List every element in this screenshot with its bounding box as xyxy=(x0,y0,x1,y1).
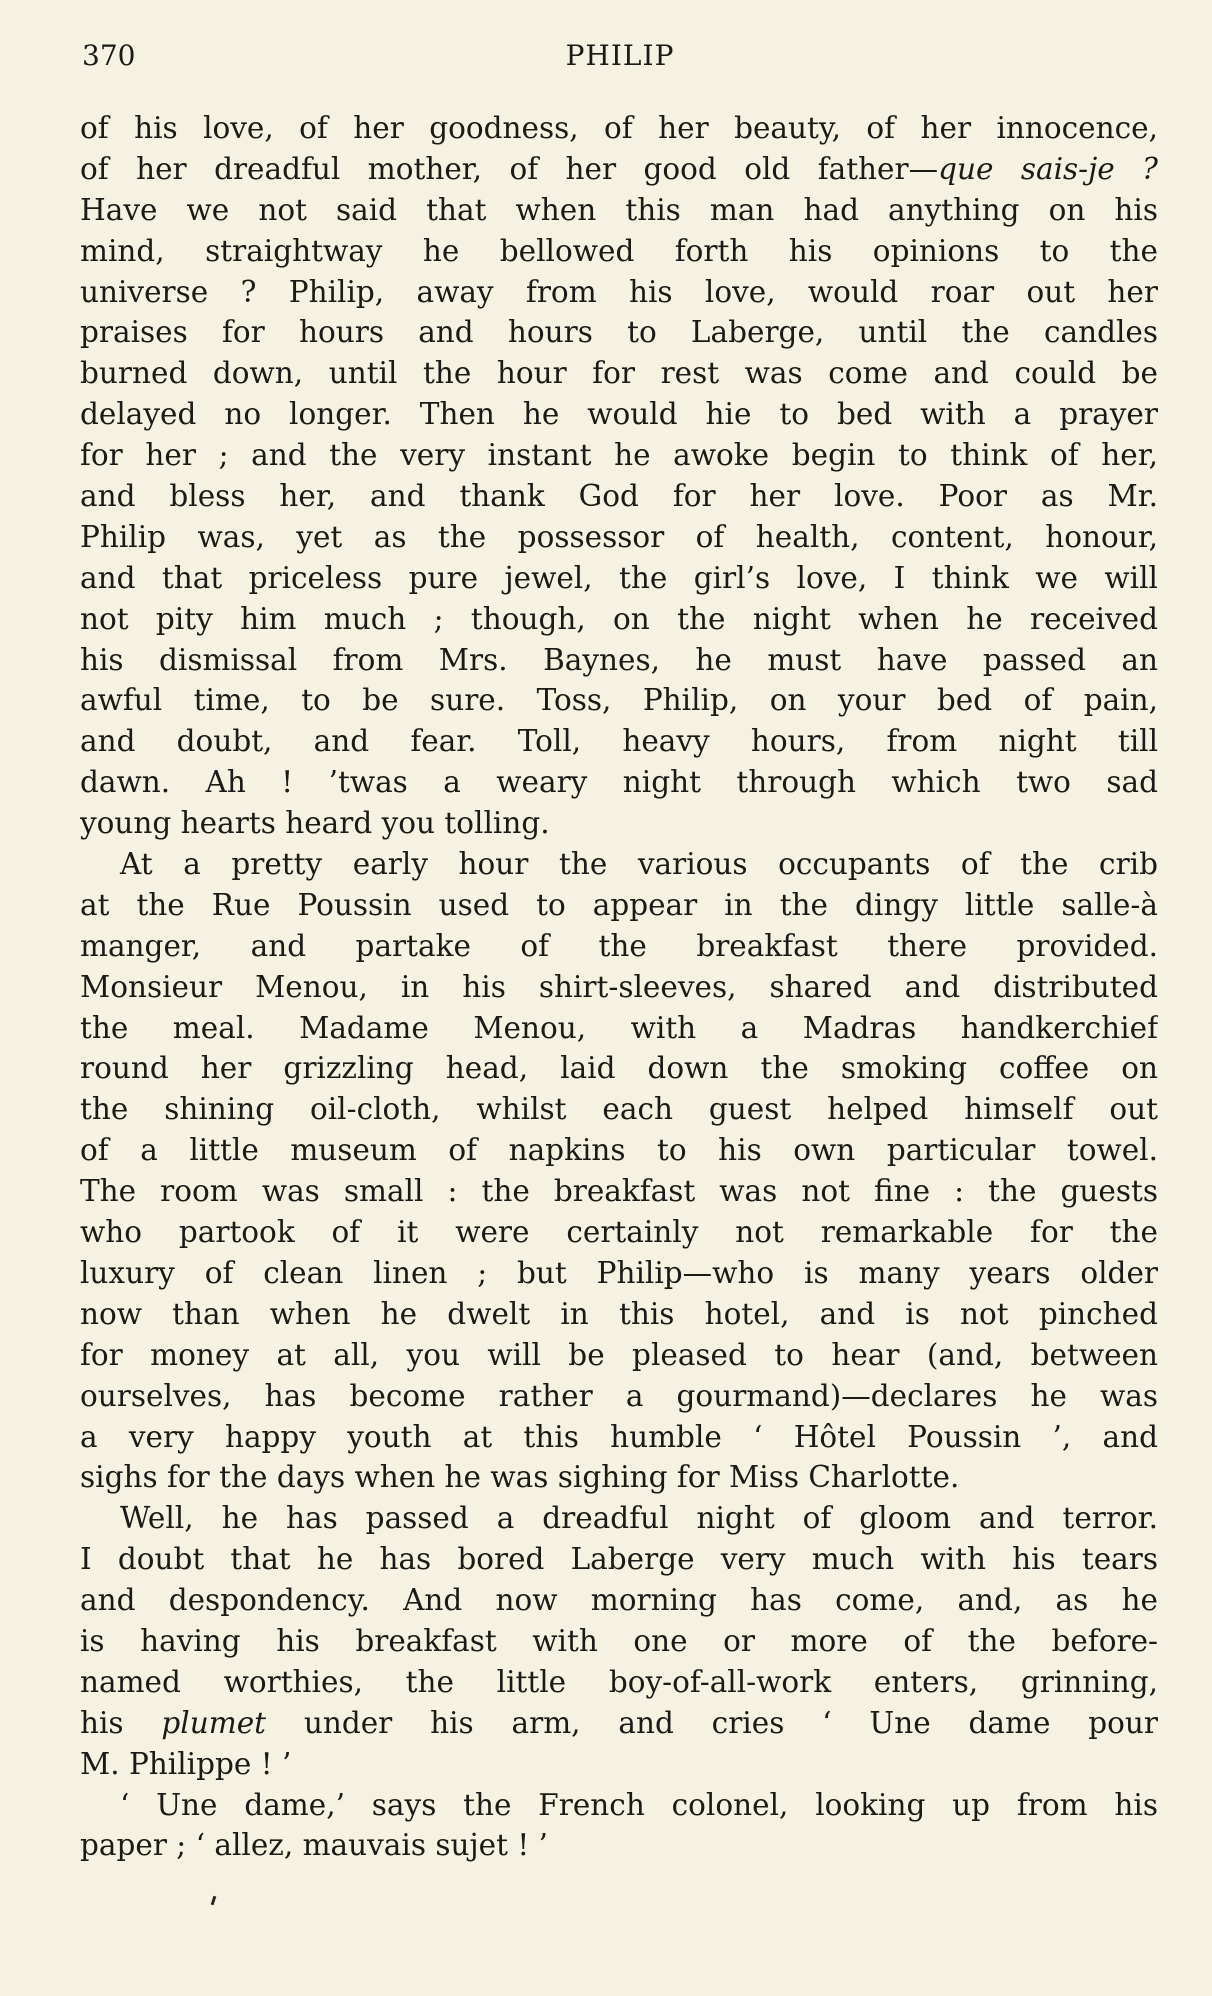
running-head xyxy=(82,36,1158,76)
ink-speck xyxy=(211,1896,217,1905)
text-line: ourselves, has become rather a gourmand)—declares he was xyxy=(80,1378,1158,1413)
text-line: I doubt that he has bored Laberge very much with his tears xyxy=(80,1542,1158,1577)
text-line: now than when he dwelt in this hotel, and is not pinched xyxy=(80,1296,1158,1331)
text-fragment: of her dreadful mother, of her good old father— xyxy=(80,151,939,186)
paragraph-end-line: sighs for the days when he was sighing for Miss Charlotte. xyxy=(80,1460,960,1495)
text-line: of his love, of her goodness, of her beauty, of her innocence, xyxy=(80,111,1158,145)
text-fragment: his xyxy=(80,1705,162,1740)
text-line: and doubt, and fear. Toll, heavy hours, from night till xyxy=(80,724,1158,759)
text-line: of a little museum of napkins to his own particular towel. xyxy=(80,1133,1158,1168)
paragraph-start-line: ‘ Une dame,’ says the French colonel, looking up from his xyxy=(120,1787,1158,1822)
text-line: who partook of it were certainly not remarkable for the xyxy=(80,1215,1158,1250)
paragraph-end-line: M. Philippe ! ’ xyxy=(80,1746,292,1781)
text-line: Have we not said that when this man had anything on his xyxy=(80,192,1158,227)
text-line: Monsieur Menou, in his shirt-sleeves, shared and distributed xyxy=(80,969,1158,1004)
paragraph-end-line: young hearts heard you tolling. xyxy=(80,806,550,841)
text-line: not pity him much ; though, on the night when he received xyxy=(80,601,1158,636)
text-line: luxury of clean linen ; but Philip—who is many years older xyxy=(80,1255,1158,1290)
text-line: at the Rue Poussin used to appear in the dingy little salle-à xyxy=(80,887,1158,922)
text-line: named worthies, the little boy-of-all-work enters, grinning, xyxy=(80,1664,1158,1699)
body-text xyxy=(80,108,1158,1866)
text-line: delayed no longer. Then he would hie to bed with a prayer xyxy=(80,397,1158,432)
text-line: the meal. Madame Menou, with a Madras handkerchief xyxy=(80,1010,1158,1045)
text-line: dawn. Ah ! ’twas a weary night through which two sad xyxy=(80,765,1158,800)
text-line: awful time, to be sure. Toss, Philip, on your bed of pain, xyxy=(80,683,1158,718)
text-line: a very happy youth at this humble ‘ Hôtel Poussin ’, and xyxy=(80,1419,1158,1454)
page-number: 370 xyxy=(82,39,136,72)
paragraph-start-line: Well, he has passed a dreadful night of gloom and terror. xyxy=(120,1501,1158,1536)
text-line xyxy=(80,149,1158,190)
text-line: manger, and partake of the breakfast there provided. xyxy=(80,928,1158,963)
text-line: mind, straightway he bellowed forth his opinions to the xyxy=(80,233,1158,268)
text-line: the shining oil-cloth, whilst each guest helped himself out xyxy=(80,1092,1158,1127)
text-line: praises for hours and hours to Laberge, until the candles xyxy=(80,315,1158,350)
text-line: his dismissal from Mrs. Baynes, he must have passed an xyxy=(80,642,1158,677)
text-line: is having his breakfast with one or more of the before- xyxy=(80,1623,1158,1658)
text-line: and bless her, and thank God for her love. Poor as Mr. xyxy=(80,479,1158,514)
text-fragment: under his arm, and cries ‘ Une dame pour xyxy=(266,1705,1158,1740)
text-line: and that priceless pure jewel, the girl’s love, I think we will xyxy=(80,560,1158,595)
running-title: PHILIP xyxy=(565,39,675,72)
text-line: universe ? Philip, away from his love, would roar out her xyxy=(80,274,1158,309)
text-line: Philip was, yet as the possessor of health, content, honour, xyxy=(80,519,1158,554)
paragraph-start-line: At a pretty early hour the various occupants of the crib xyxy=(120,847,1158,882)
paragraph-end-line: paper ; ‘ allez, mauvais sujet ! ’ xyxy=(80,1828,548,1863)
text-line: The room was small : the breakfast was not fine : the guests xyxy=(80,1174,1158,1209)
text-line: burned down, until the hour for rest was come and could be xyxy=(80,356,1158,391)
italic-phrase: que sais-je ? xyxy=(938,151,1158,186)
text-line: for money at all, you will be pleased to hear (and, between xyxy=(80,1337,1158,1372)
text-line: round her grizzling head, laid down the smoking coffee on xyxy=(80,1051,1158,1086)
text-line: and despondency. And now morning has come, and, as he xyxy=(80,1583,1158,1618)
italic-word: plumet xyxy=(161,1705,267,1740)
text-line xyxy=(80,1703,1158,1744)
text-line: for her ; and the very instant he awoke begin to think of her, xyxy=(80,438,1158,473)
